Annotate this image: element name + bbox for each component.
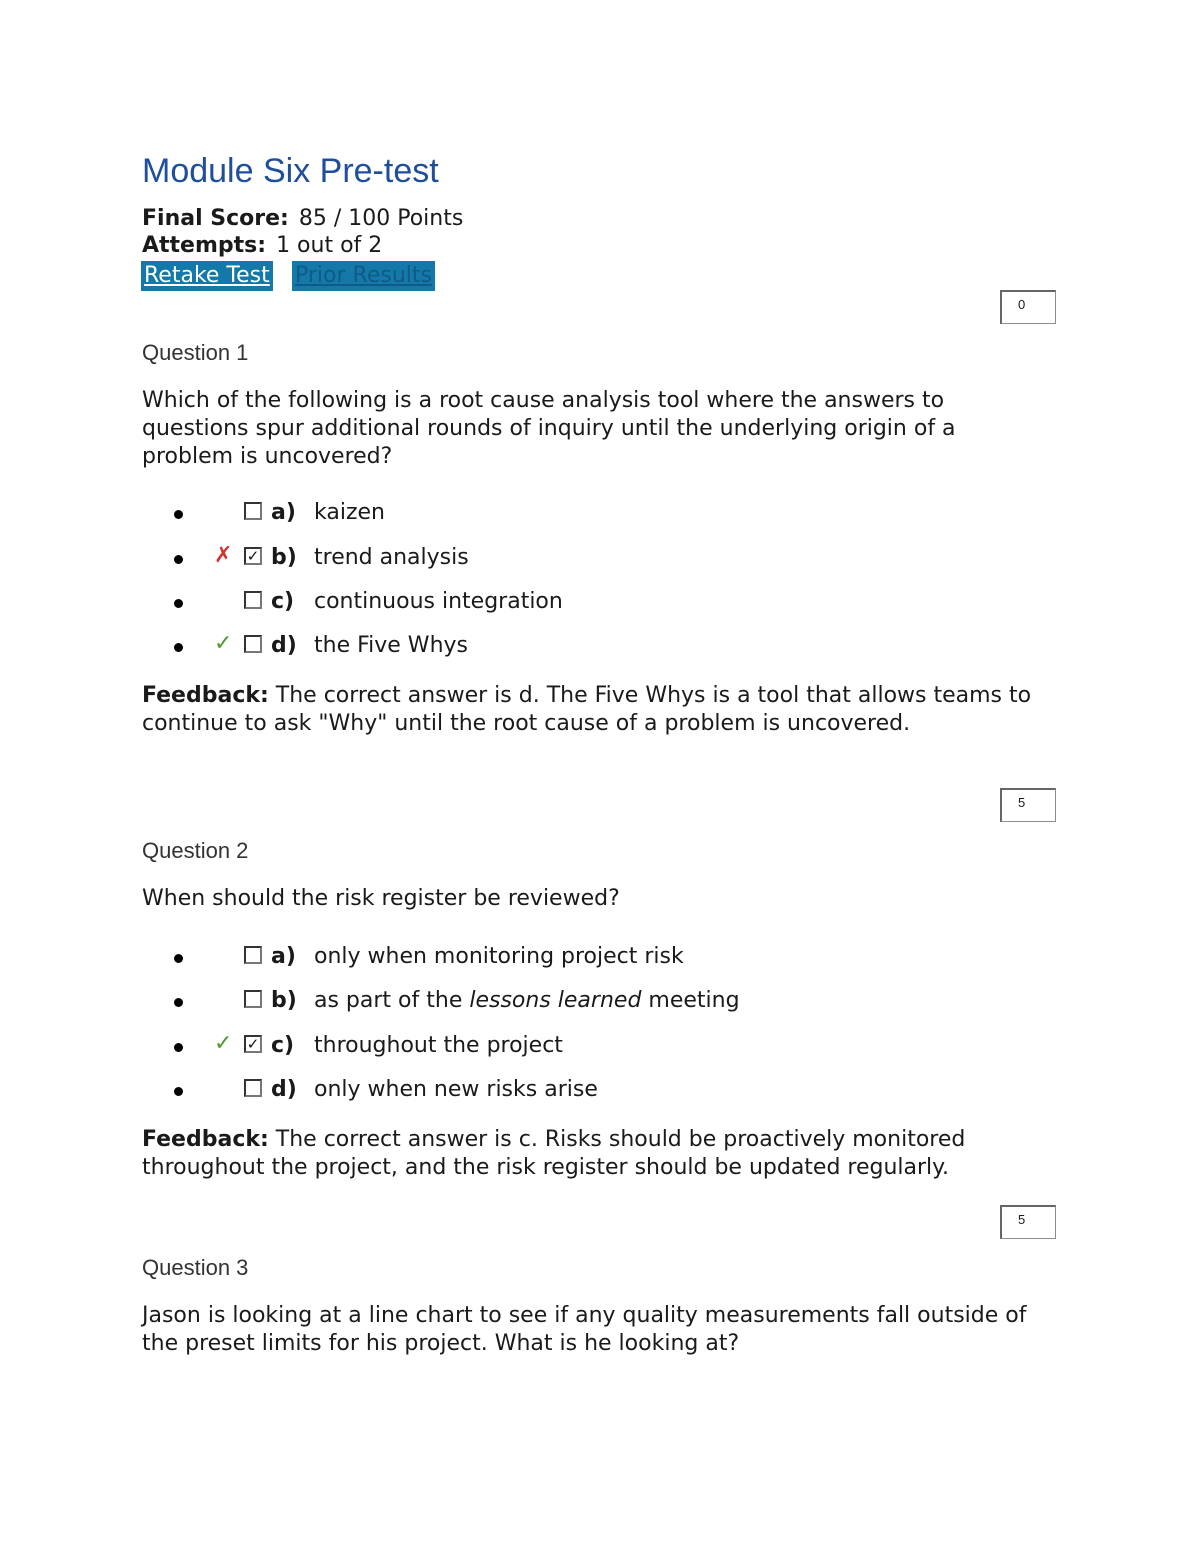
answer-option (142, 986, 1042, 1016)
final-score-label: Final Score: (142, 206, 289, 231)
question-label: Question 2 (142, 838, 249, 863)
points-input[interactable]: 5 (1000, 1205, 1056, 1239)
answer-checkbox[interactable] (244, 635, 262, 653)
option-letter: d) (271, 1077, 297, 1102)
page-title: Module Six Pre-test (142, 152, 439, 190)
option-text: the Five Whys (314, 633, 468, 658)
option-text (314, 986, 740, 1016)
bullet (174, 599, 183, 608)
option-text-post: meeting (648, 988, 740, 1013)
final-score-row (142, 205, 463, 233)
option-letter: c) (271, 589, 295, 614)
feedback-label: Feedback: (142, 1127, 269, 1152)
answer-checkbox[interactable]: ✓ (244, 1035, 262, 1053)
bullet (174, 643, 183, 652)
answer-option (142, 1031, 1042, 1061)
attempts-label: Attempts: (142, 233, 267, 258)
feedback-text: The correct answer is c. Risks should be proactively monitored throughout the project, and the risk register should be updated regularly. (142, 1127, 966, 1180)
correct-check-icon: ✓ (214, 1031, 233, 1056)
option-letter: c) (271, 1033, 295, 1058)
points-input[interactable]: 0 (1000, 290, 1056, 324)
attempts-value: 1 out of 2 (276, 233, 383, 258)
option-letter: b) (271, 545, 297, 570)
question-label: Question 3 (142, 1255, 249, 1280)
answer-checkbox[interactable] (244, 990, 262, 1008)
option-letter: d) (271, 633, 297, 658)
option-text: kaizen (314, 500, 385, 525)
attempts-row (142, 232, 382, 260)
question-text: Jason is looking at a line chart to see if any quality measurements fall outside of the preset limits for his project. What is he looking at? (142, 1303, 1027, 1356)
bullet (174, 1087, 183, 1096)
answer-checkbox[interactable] (244, 1079, 262, 1097)
option-letter: a) (271, 944, 296, 969)
option-text: throughout the project (314, 1033, 563, 1058)
answer-option (142, 498, 1042, 528)
question-text: When should the risk register be reviewed? (142, 886, 620, 911)
option-text: only when new risks arise (314, 1077, 598, 1102)
bullet (174, 555, 183, 564)
answer-option (142, 942, 1042, 972)
points-input[interactable]: 5 (1000, 788, 1056, 822)
final-score-value: 85 / 100 Points (298, 206, 464, 231)
bullet (174, 954, 183, 963)
answer-option (142, 543, 1042, 573)
feedback (142, 1126, 1042, 1182)
answer-checkbox[interactable] (244, 946, 262, 964)
answer-option (142, 1075, 1042, 1105)
option-text: trend analysis (314, 545, 469, 570)
option-text: only when monitoring project risk (314, 944, 684, 969)
option-text-pre: as part of the (314, 988, 463, 1013)
feedback-label: Feedback: (142, 683, 269, 708)
correct-check-icon: ✓ (214, 631, 233, 656)
answer-option (142, 631, 1042, 661)
incorrect-x-icon: ✗ (214, 543, 233, 568)
option-letter: a) (271, 500, 296, 525)
question-label: Question 1 (142, 340, 249, 365)
feedback (142, 682, 1042, 738)
bullet (174, 510, 183, 519)
feedback-text: The correct answer is d. The Five Whys is a tool that allows teams to continue to ask "Why" until the root cause of a problem is uncovered. (142, 683, 1032, 736)
bullet (174, 998, 183, 1007)
answer-checkbox[interactable] (244, 591, 262, 609)
option-text: continuous integration (314, 589, 563, 614)
bullet (174, 1043, 183, 1052)
question-text: Which of the following is a root cause analysis tool where the answers to questions spur additional rounds of inquiry until the underlying origin of a problem is uncovered? (142, 388, 956, 469)
option-text-emphasis: lessons learned (469, 988, 642, 1013)
answer-checkbox[interactable]: ✓ (244, 547, 262, 565)
prior-results-button[interactable]: Prior Results (292, 261, 435, 291)
answer-checkbox[interactable] (244, 502, 262, 520)
retake-test-button[interactable]: Retake Test (141, 261, 273, 291)
answer-option (142, 587, 1042, 617)
option-letter: b) (271, 988, 297, 1013)
